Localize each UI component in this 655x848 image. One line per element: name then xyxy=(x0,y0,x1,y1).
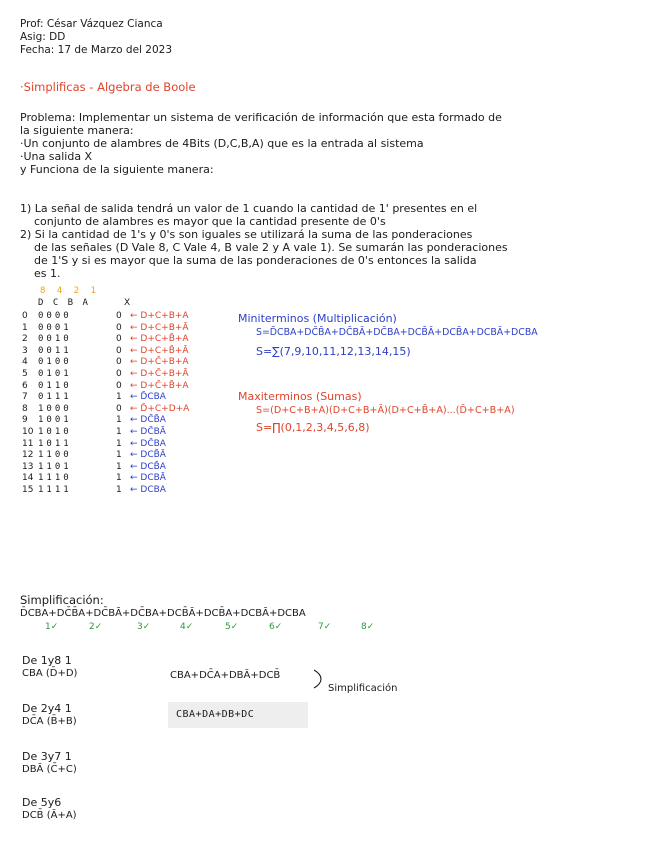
row-bits: 1110 xyxy=(38,473,72,484)
partial-expression: CBA+DC̄A+DBĀ+DCB̄ xyxy=(170,670,281,681)
row-bits: 1011 xyxy=(38,438,72,449)
truth-table-row xyxy=(22,392,189,404)
result-box xyxy=(168,702,308,728)
problem-line-3: y Funciona de la siguiente manera: xyxy=(20,163,214,176)
row-output: 0 xyxy=(116,368,122,379)
row-output: 1 xyxy=(116,461,122,472)
row-output: 0 xyxy=(116,311,122,321)
truth-table-row xyxy=(22,427,189,439)
row-output: 1 xyxy=(116,392,122,403)
row-output: 1 xyxy=(116,484,122,495)
truth-table-row xyxy=(22,323,189,335)
row-index: 8 xyxy=(22,403,28,414)
problem-bullet-1: ·Un conjunto de alambres de 4Bits (D,C,B,A) que es la entrada al sistema xyxy=(20,137,424,150)
pair-2-label: De 2y4 1 xyxy=(22,702,72,715)
row-term: ← DCB̄A xyxy=(130,461,166,472)
pair-4-label: De 5y6 xyxy=(22,796,62,809)
row-output: 1 xyxy=(116,450,122,461)
topic-title: ·Simplificas - Algebra de Boole xyxy=(20,80,196,94)
row-term: ← DC̄BĀ xyxy=(130,426,166,437)
row-output: 0 xyxy=(116,345,122,356)
pair-1-label: De 1y8 1 xyxy=(22,654,72,667)
term-check: 7✓ xyxy=(318,622,332,632)
row-index: 10 xyxy=(22,426,34,437)
term-check: 8✓ xyxy=(361,622,375,632)
truth-table-row xyxy=(22,485,189,497)
subject-line: Asig: DD xyxy=(20,31,66,43)
rule-2-line-a: 2) Si la cantidad de 1's y 0's son iguales se utilizará la suma de las ponderaciones xyxy=(20,228,473,241)
row-output: 0 xyxy=(116,403,122,414)
row-bits: 1001 xyxy=(38,415,72,426)
pair-3-term: DBĀ (C̄+C) xyxy=(22,764,77,775)
row-bits: 0101 xyxy=(38,368,72,379)
bit-weights: 8 4 2 1 xyxy=(40,286,99,296)
rule-1-line-a: 1) La señal de salida tendrá un valor de 1 cuando la cantidad de 1' presentes en el xyxy=(20,202,478,215)
row-bits: 0111 xyxy=(38,392,72,403)
simplification-title: Simplificación: xyxy=(20,593,104,607)
row-bits: 1100 xyxy=(38,450,72,461)
row-index: 2 xyxy=(22,334,28,345)
row-output: 1 xyxy=(116,426,122,437)
term-check: 6✓ xyxy=(269,622,283,632)
row-index: 14 xyxy=(22,473,34,484)
simplification-expression: D̄CBA+DC̄B̄A+DC̄BĀ+DC̄BA+DCB̄Ā+DCB̄A+DCBĀ+DCBA xyxy=(20,608,306,619)
truth-table-row xyxy=(22,369,189,381)
pair-4-term: DCB̄ (Ā+A) xyxy=(22,810,77,821)
row-index: 15 xyxy=(22,484,34,495)
row-index: 13 xyxy=(22,461,34,472)
term-check: 3✓ xyxy=(137,622,151,632)
row-bits: 1010 xyxy=(38,426,72,437)
minterms-sigma: S=∑(7,9,10,11,12,13,14,15) xyxy=(256,345,411,358)
row-bits: 0001 xyxy=(38,322,72,333)
truth-table-row xyxy=(22,357,189,369)
maxterms-title: Maxiterminos (Sumas) xyxy=(238,390,362,403)
row-index: 7 xyxy=(22,392,28,403)
rule-2-line-c: de 1'S y si es mayor que la suma de las ponderaciones de 0's entonces la salida xyxy=(34,254,477,267)
row-bits: 0000 xyxy=(38,311,72,321)
row-bits: 0010 xyxy=(38,334,72,345)
row-index: 3 xyxy=(22,345,28,356)
rule-2-line-b: de las señales (D Vale 8, C Vale 4, B vale 2 y A vale 1). Se sumarán las ponderaciones xyxy=(34,241,508,254)
row-output: 1 xyxy=(116,473,122,484)
x-header: X xyxy=(124,298,131,308)
row-term: ← D+C̄+B̄+A xyxy=(130,380,189,391)
row-index: 6 xyxy=(22,380,28,391)
row-output: 1 xyxy=(116,415,122,426)
bracket-icon xyxy=(312,668,326,690)
row-bits: 0011 xyxy=(38,345,72,356)
term-check-row xyxy=(20,622,400,634)
minterms-expression: S=D̄CBA+DC̄B̄A+DC̄BĀ+DC̄BA+DCB̄Ā+DCB̄A+DCBĀ+DCBA xyxy=(256,327,538,338)
row-term: ← D+C+B̄+A xyxy=(130,334,189,345)
term-check: 4✓ xyxy=(180,622,194,632)
row-bits: 0100 xyxy=(38,357,72,368)
rule-1-line-b: conjunto de alambres es mayor que la cantidad presente de 0's xyxy=(34,215,386,228)
row-index: 0 xyxy=(22,311,28,321)
truth-table-row xyxy=(22,381,189,393)
term-check: 1✓ xyxy=(45,622,59,632)
truth-table-row xyxy=(22,334,189,346)
row-output: 0 xyxy=(116,334,122,345)
row-output: 1 xyxy=(116,438,122,449)
truth-table-row xyxy=(22,311,189,323)
truth-table-row xyxy=(22,439,189,451)
row-term: ← DCBA xyxy=(130,484,166,495)
row-bits: 1000 xyxy=(38,403,72,414)
problem-bullet-2: ·Una salida X xyxy=(20,150,93,163)
row-term: ← DC̄B̄A xyxy=(130,415,166,426)
row-term: ← DCBĀ xyxy=(130,473,166,484)
truth-table-row xyxy=(22,473,189,485)
truth-table-row xyxy=(22,404,189,416)
row-term: ← D̄CBA xyxy=(130,392,166,403)
row-index: 11 xyxy=(22,438,34,449)
row-output: 0 xyxy=(116,357,122,368)
date-line: Fecha: 17 de Marzo del 2023 xyxy=(20,44,173,56)
row-bits: 1111 xyxy=(38,484,72,495)
row-index: 1 xyxy=(22,322,28,333)
professor-line: Prof: César Vázquez Cianca xyxy=(20,18,163,30)
problem-line-2: la siguiente manera: xyxy=(20,124,134,137)
row-output: 0 xyxy=(116,322,122,333)
term-check: 2✓ xyxy=(89,622,103,632)
term-check: 5✓ xyxy=(225,622,239,632)
row-output: 0 xyxy=(116,380,122,391)
truth-table xyxy=(22,311,189,497)
row-term: ← D+C+B̄+Ā xyxy=(130,345,189,356)
row-bits: 1101 xyxy=(38,461,72,472)
row-term: ← DCB̄Ā xyxy=(130,450,166,461)
row-bits: 0110 xyxy=(38,380,72,391)
row-term: ← D+C̄+B+Ā xyxy=(130,368,189,379)
row-term: ← D̄+C+D+A xyxy=(130,403,190,414)
pair-2-term: DC̄A (B̄+B) xyxy=(22,716,77,727)
minterms-title: Miniterminos (Multiplicación) xyxy=(238,312,397,325)
maxterms-pi: S=∏(0,1,2,3,4,5,6,8) xyxy=(256,421,370,434)
problem-line-1: Problema: Implementar un sistema de verificación de información que esta formado de xyxy=(20,111,502,124)
pair-3-label: De 3y7 1 xyxy=(22,750,72,763)
row-term: ← DC̄BA xyxy=(130,438,166,449)
maxterms-expression: S=(D+C+B+A)(D+C+B+Ā)(D+C+B̄+A)...(D̄+C+B+A) xyxy=(256,405,515,416)
truth-table-row xyxy=(22,462,189,474)
row-index: 9 xyxy=(22,415,28,426)
row-index: 4 xyxy=(22,357,28,368)
truth-table-row xyxy=(22,415,189,427)
bits-header: D C B A xyxy=(38,298,90,308)
bracket-label: Simplificación xyxy=(328,683,398,694)
rule-2-line-d: es 1. xyxy=(34,267,61,280)
truth-table-row xyxy=(22,450,189,462)
row-index: 5 xyxy=(22,368,28,379)
pair-1-term: CBA (D̄+D) xyxy=(22,668,78,679)
row-index: 12 xyxy=(22,450,34,461)
row-term: ← D+C̄+B+A xyxy=(130,357,189,368)
simplified-result: CBA+DA+DB+DC xyxy=(176,709,255,720)
row-term: ← D+C+B+A xyxy=(130,311,189,321)
row-term: ← D+C+B+Ā xyxy=(130,322,189,333)
truth-table-row xyxy=(22,346,189,358)
